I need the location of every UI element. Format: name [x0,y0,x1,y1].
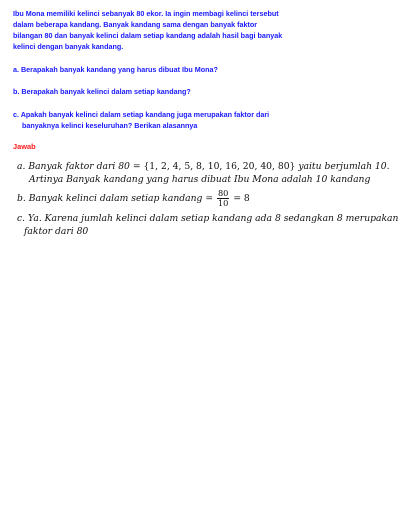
answer-b-fraction [217,189,229,208]
answer-a-prefix: a. Banyak faktor dari 80 = [17,161,144,172]
answer-b-prefix: b. Banyak kelinci dalam setiap kandang = [17,193,216,204]
answer-b [17,189,250,208]
intro-line-3: bilangan 80 dan banyak kelinci dalam setiap kandang adalah hasil bagi banyak [13,31,283,40]
answer-b-denominator: 10 [217,198,229,208]
intro-line-2: dalam beberapa kandang. Banyak kandang sama dengan banyak faktor [13,20,258,29]
answer-a-factor-set: {1, 2, 4, 5, 8, 10, 16, 20, 40, 80} [143,161,296,172]
answer-a-suffix: yaitu berjumlah 10. [295,161,390,172]
answer-a-line-2: Artinya Banyak kandang yang harus dibuat Ibu Mona adalah 10 kandang [29,174,371,185]
answer-c-line-2: faktor dari 80 [24,226,89,237]
answer-b-result: = 8 [233,193,250,204]
question-a: a. Berapakah banyak kandang yang harus dibuat Ibu Mona? [13,65,218,74]
answer-c-line-1: c. Ya. Karena jumlah kelinci dalam setiap kandang ada 8 sedangkan 8 merupakan [17,213,399,224]
answer-b-numerator: 80 [217,188,229,198]
question-c-line-2: banyaknya kelinci keseluruhan? Berikan alasannya [22,121,198,130]
intro-line-4: kelinci dengan banyak kandang. [13,42,124,51]
question-b: b. Berapakah banyak kelinci dalam setiap kandang? [13,87,191,96]
answer-heading: Jawab [13,142,36,151]
intro-line-1: Ibu Mona memiliki kelinci sebanyak 80 ekor. Ia ingin membagi kelinci tersebut [13,9,279,18]
question-c-line-1: c. Apakah banyak kelinci dalam setiap kandang juga merupakan faktor dari [13,110,270,119]
answer-a-line-1 [17,161,390,172]
